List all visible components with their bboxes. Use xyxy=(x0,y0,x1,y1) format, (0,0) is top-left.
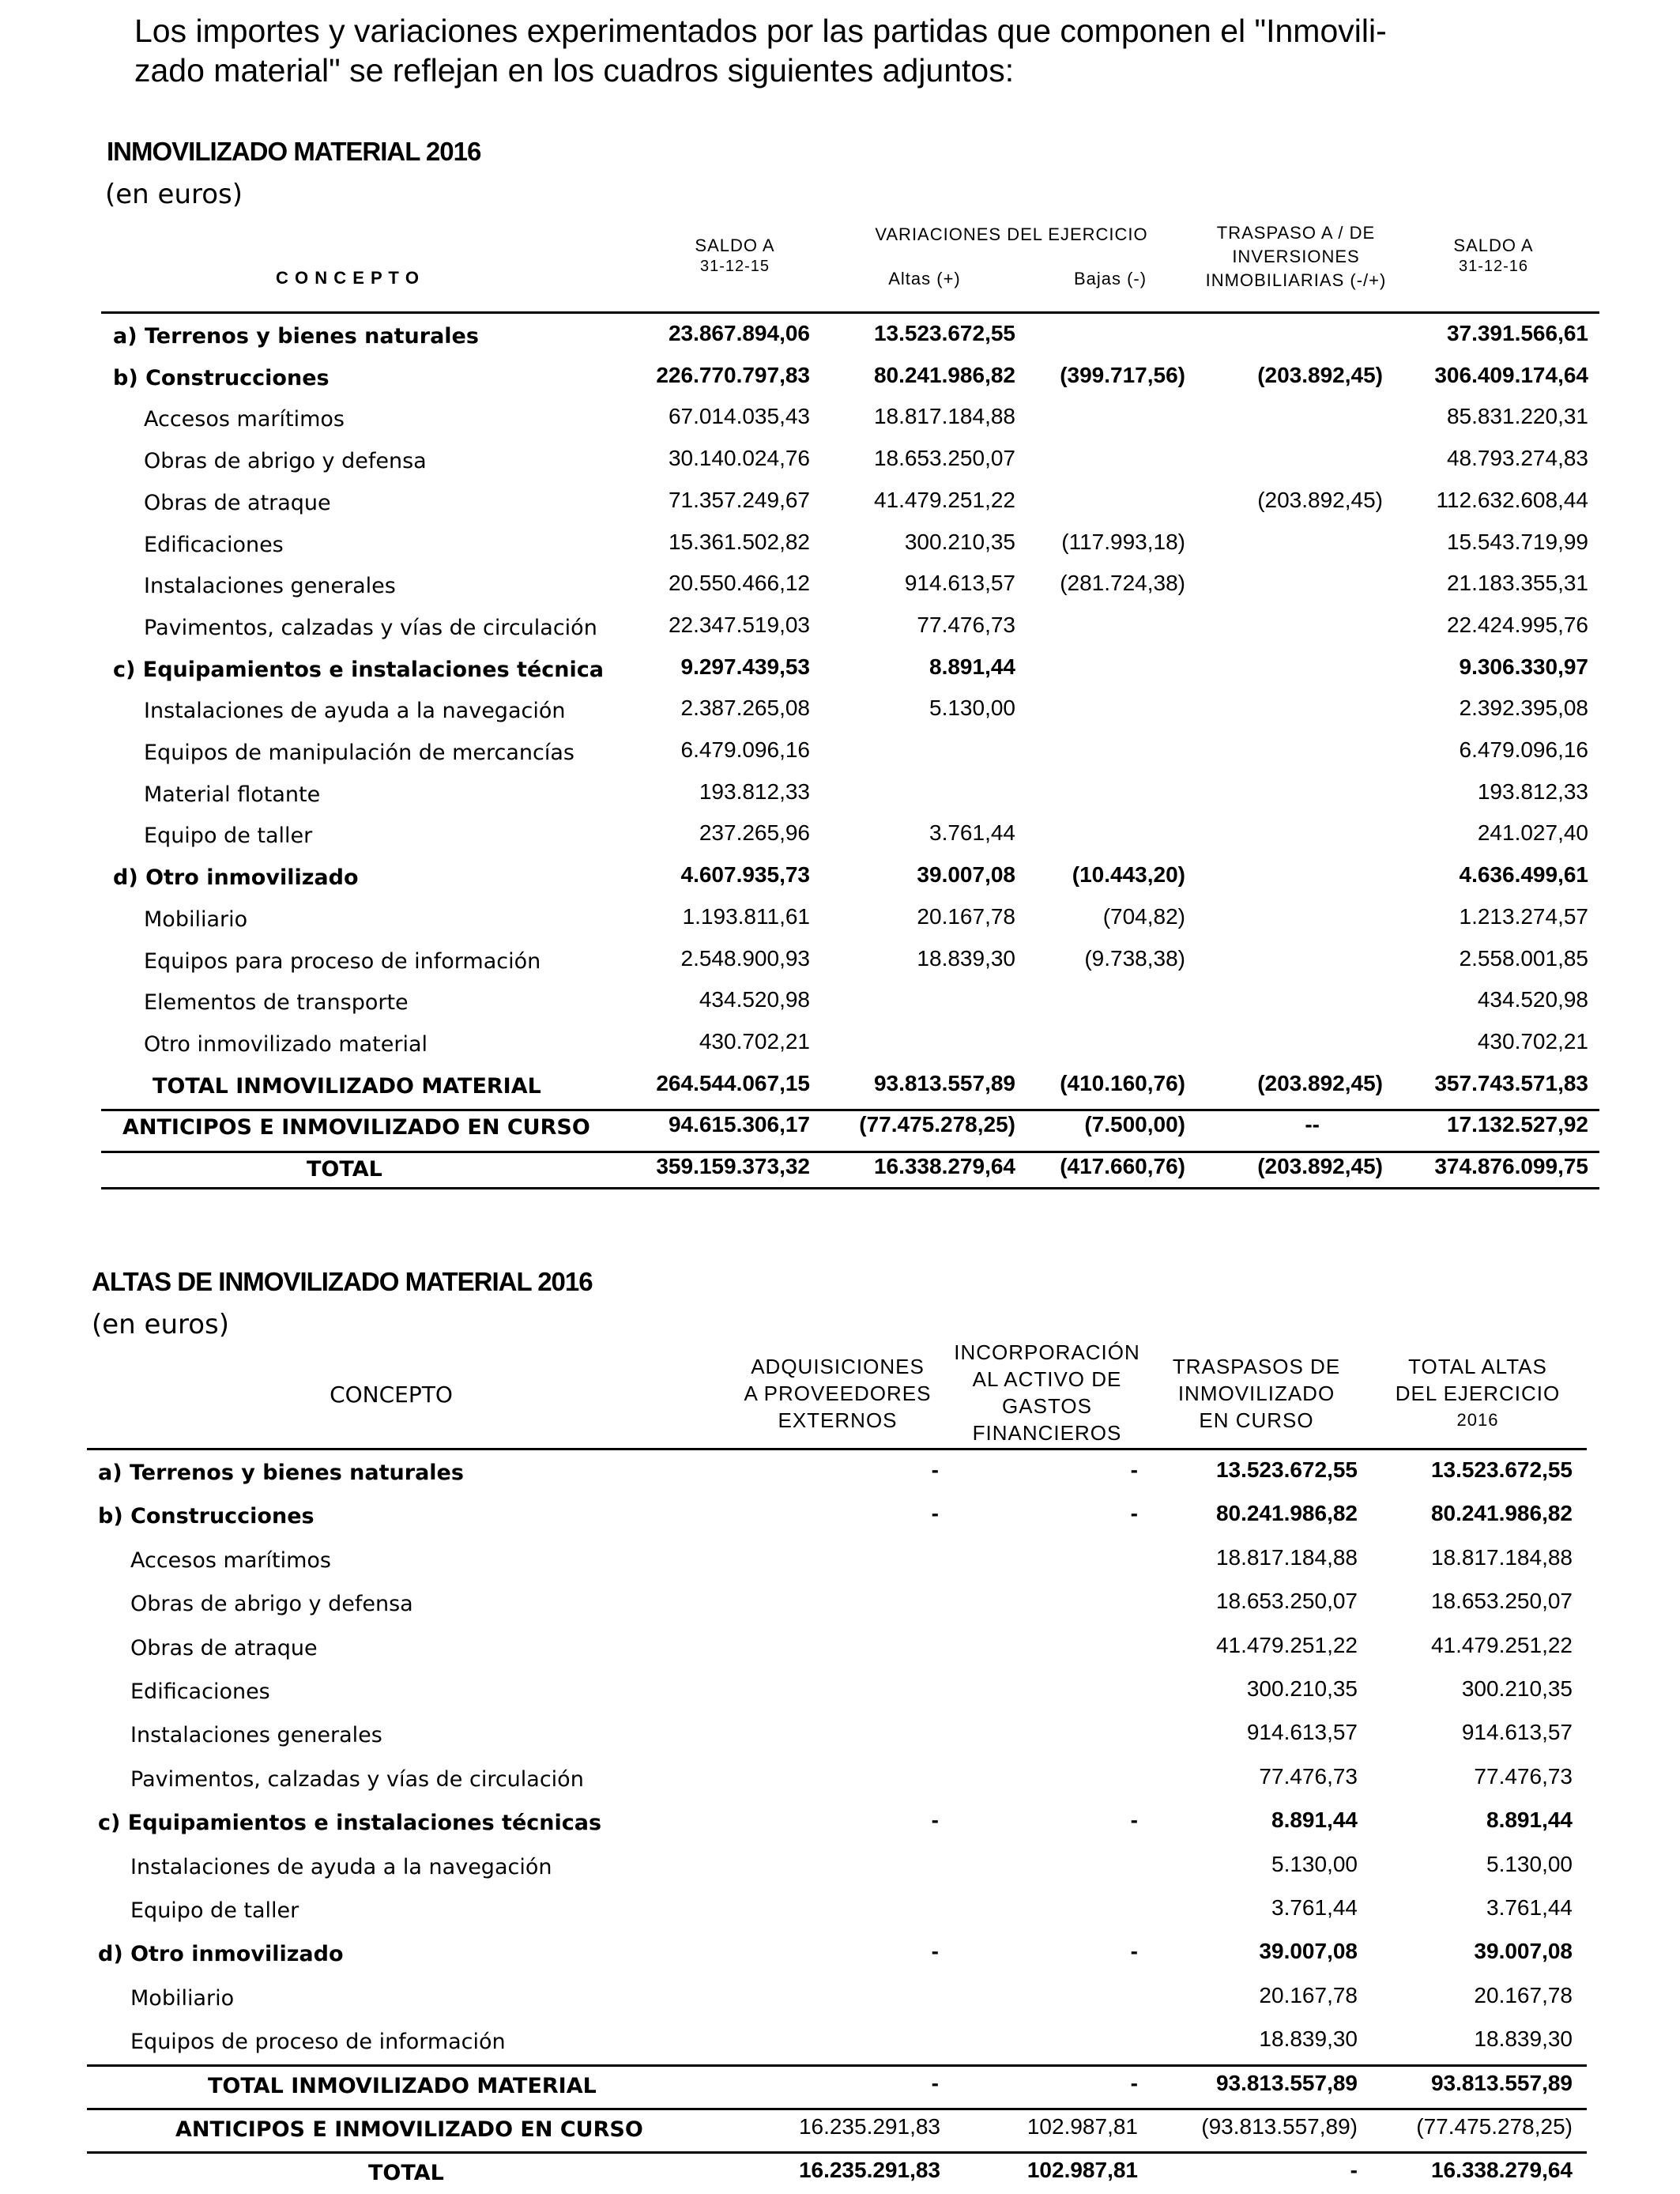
row-traspaso: (203.892,45) xyxy=(1257,1154,1383,1178)
row-concepto: Material flotante xyxy=(144,782,321,807)
table1-row xyxy=(0,1024,1680,1065)
row-concepto: Obras de atraque xyxy=(130,1635,318,1661)
row-concepto: Instalaciones generales xyxy=(144,574,396,599)
row-concepto: b) Construcciones xyxy=(98,1504,315,1529)
row-saldo15: 30.140.024,76 xyxy=(668,446,810,471)
row-bajas: (7.500,00) xyxy=(1084,1112,1185,1137)
row-concepto: Accesos marítimos xyxy=(144,407,345,432)
row-total-altas: 93.813.557,89 xyxy=(1430,2070,1573,2095)
row-saldo15: 359.159.373,32 xyxy=(656,1154,810,1178)
row-traspasos: 18.817.184,88 xyxy=(1215,1544,1358,1570)
row-bajas: (704,82) xyxy=(1102,903,1185,929)
row-concepto: Equipos de proceso de información xyxy=(130,2030,506,2055)
row-altas: 20.167,78 xyxy=(917,903,1015,929)
table1-header-saldo15 xyxy=(664,234,806,278)
table2-row xyxy=(0,2153,1680,2194)
table1-row xyxy=(0,816,1680,857)
row-total-altas: 13.523.672,55 xyxy=(1430,1457,1573,1482)
row-saldo15: 20.550.466,12 xyxy=(668,571,810,596)
row-saldo15: 1.193.811,61 xyxy=(682,903,810,929)
row-concepto: c) Equipamientos e instalaciones técnicas xyxy=(98,1811,602,1836)
table1-row xyxy=(0,525,1680,566)
row-incorporacion: - xyxy=(1130,2070,1138,2095)
row-concepto: d) Otro inmovilizado xyxy=(98,1942,344,1967)
table2-title: ALTAS DE INMOVILIZADO MATERIAL 2016 xyxy=(92,1267,593,1296)
row-concepto: Pavimentos, calzadas y vías de circulación xyxy=(144,615,597,640)
table1-row xyxy=(0,775,1680,816)
row-saldo16: 357.743.571,83 xyxy=(1434,1070,1588,1095)
row-adquisiciones: - xyxy=(931,2070,939,2095)
table2-row xyxy=(0,1847,1680,1888)
row-traspasos: 20.167,78 xyxy=(1259,1982,1358,2007)
row-saldo16: 2.558.001,85 xyxy=(1459,945,1588,971)
row-traspasos: 914.613,57 xyxy=(1246,1720,1358,1745)
row-saldo16: 434.520,98 xyxy=(1477,987,1588,1012)
row-adquisiciones: - xyxy=(931,1808,939,1833)
table2-header-incorporacion xyxy=(936,1339,1158,1446)
row-altas: 18.839,30 xyxy=(917,945,1015,971)
header-saldo15-date: 31-12-15 xyxy=(699,258,770,275)
row-saldo15: 2.387.265,08 xyxy=(680,696,810,721)
table1-row xyxy=(0,941,1680,982)
row-concepto: b) Construcciones xyxy=(113,365,330,390)
row-traspasos: 13.523.672,55 xyxy=(1215,1457,1358,1482)
table1-row xyxy=(0,608,1680,649)
table1-row xyxy=(0,1149,1680,1190)
table1-row xyxy=(0,899,1680,941)
header-inc-line2: AL ACTIVO DE xyxy=(972,1367,1122,1391)
table1-row xyxy=(0,650,1680,691)
row-saldo15: 193.812,33 xyxy=(699,778,810,804)
table1-row xyxy=(0,691,1680,732)
row-total-altas: 20.167,78 xyxy=(1474,1982,1573,2007)
table2-header-rule xyxy=(87,1448,1587,1450)
table1-header-variaciones: VARIACIONES DEL EJERCICIO xyxy=(875,224,1148,244)
header-adq-line1: ADQUISICIONES xyxy=(751,1355,925,1378)
row-total-altas: 77.476,73 xyxy=(1474,1763,1573,1789)
table2-row xyxy=(0,1803,1680,1844)
row-concepto: Equipo de taller xyxy=(144,824,313,849)
row-saldo16: 2.392.395,08 xyxy=(1459,696,1588,721)
table1-row xyxy=(0,982,1680,1023)
row-bajas: (410.160,76) xyxy=(1060,1070,1185,1095)
row-incorporacion: 102.987,81 xyxy=(1026,2114,1138,2139)
table2-row-rule xyxy=(87,2064,1587,2067)
header-inc-line1: INCORPORACIÓN xyxy=(954,1340,1140,1364)
row-altas: 93.813.557,89 xyxy=(873,1070,1015,1095)
row-altas: 13.523.672,55 xyxy=(873,321,1015,345)
header-saldo15-label: SALDO A xyxy=(695,236,775,255)
table1-row xyxy=(0,358,1680,399)
header-saldo16-date: 31-12-16 xyxy=(1458,258,1529,275)
row-concepto: Obras de abrigo y defensa xyxy=(144,449,427,474)
row-saldo15: 2.548.900,93 xyxy=(680,945,810,971)
row-total-altas: 18.839,30 xyxy=(1474,2026,1573,2052)
header-saldo16-label: SALDO A xyxy=(1453,236,1534,255)
row-saldo16: 306.409.174,64 xyxy=(1434,362,1588,387)
table2-header-concepto: CONCEPTO xyxy=(330,1382,453,1408)
row-concepto: Obras de abrigo y defensa xyxy=(130,1592,413,1617)
table1-header-traspaso xyxy=(1185,221,1407,292)
row-adquisiciones: - xyxy=(931,1939,939,1964)
row-concepto: Edificaciones xyxy=(144,532,284,557)
header-tra-line1: TRASPASOS DE xyxy=(1172,1355,1341,1378)
row-incorporacion: - xyxy=(1130,1808,1138,1833)
row-concepto: ANTICIPOS E INMOVILIZADO EN CURSO xyxy=(175,2117,643,2142)
row-concepto: Equipos de manipulación de mercancías xyxy=(144,741,574,765)
row-altas: 16.338.279,64 xyxy=(873,1154,1015,1178)
row-concepto: Equipos para proceso de información xyxy=(144,948,541,974)
row-saldo15: 9.297.439,53 xyxy=(680,654,810,679)
table2-header-adquisiciones xyxy=(727,1353,948,1434)
table1-row xyxy=(0,316,1680,357)
row-saldo16: 430.702,21 xyxy=(1477,1028,1588,1054)
table2-row xyxy=(0,2066,1680,2107)
row-bajas: (399.717,56) xyxy=(1060,362,1185,387)
row-altas: 41.479.251,22 xyxy=(873,487,1015,512)
row-saldo16: 48.793.274,83 xyxy=(1446,446,1588,471)
row-adquisiciones: 16.235.291,83 xyxy=(798,2114,940,2139)
row-saldo16: 6.479.096,16 xyxy=(1459,737,1588,762)
row-traspasos: 39.007,08 xyxy=(1259,1939,1358,1964)
table1-header-concepto: C O N C E P T O xyxy=(275,268,420,288)
table2-row xyxy=(0,1496,1680,1537)
row-concepto: Instalaciones de ayuda a la navegación xyxy=(130,1854,552,1879)
header-inc-line4: FINANCIEROS xyxy=(972,1421,1122,1445)
row-bajas: (417.660,76) xyxy=(1060,1154,1185,1178)
row-total-altas: 300.210,35 xyxy=(1461,1676,1573,1701)
row-altas: 914.613,57 xyxy=(904,571,1015,596)
row-saldo16: 241.027,40 xyxy=(1477,820,1588,846)
row-saldo15: 4.607.935,73 xyxy=(680,862,810,888)
table1-header-bajas: Bajas (-) xyxy=(1073,269,1147,288)
row-altas: 77.476,73 xyxy=(917,612,1015,637)
table2-row xyxy=(0,1584,1680,1625)
row-concepto: Pavimentos, calzadas y vías de circulación xyxy=(130,1766,584,1792)
row-saldo16: 4.636.499,61 xyxy=(1459,862,1588,888)
row-bajas: (9.738,38) xyxy=(1084,945,1185,971)
row-traspasos: 93.813.557,89 xyxy=(1215,2070,1358,2095)
row-incorporacion: - xyxy=(1130,1939,1138,1964)
table2-row xyxy=(0,1891,1680,1932)
table1-row xyxy=(0,483,1680,524)
table2-row xyxy=(0,2022,1680,2063)
row-traspasos: - xyxy=(1350,2158,1358,2183)
row-bajas: (117.993,18) xyxy=(1061,529,1185,554)
row-concepto: Obras de atraque xyxy=(144,490,331,515)
header-inc-line3: GASTOS xyxy=(1002,1394,1092,1418)
table1-subtitle: (en euros) xyxy=(105,179,243,210)
row-concepto: TOTAL INMOVILIZADO MATERIAL xyxy=(153,1073,541,1099)
row-saldo15: 67.014.035,43 xyxy=(668,404,810,429)
row-total-altas: 16.338.279,64 xyxy=(1430,2158,1573,2183)
table2-row xyxy=(0,1715,1680,1756)
row-altas: 80.241.986,82 xyxy=(873,362,1015,387)
row-traspasos: 8.891,44 xyxy=(1271,1808,1358,1833)
row-saldo16: 374.876.099,75 xyxy=(1434,1154,1588,1178)
row-altas: 39.007,08 xyxy=(917,862,1015,888)
row-total-altas: 80.241.986,82 xyxy=(1430,1501,1573,1526)
row-concepto: Elementos de transporte xyxy=(144,990,409,1016)
row-saldo16: 193.812,33 xyxy=(1477,778,1588,804)
row-total-altas: 914.613,57 xyxy=(1461,1720,1573,1745)
row-concepto: Edificaciones xyxy=(130,1679,270,1704)
table1-title: INMOVILIZADO MATERIAL 2016 xyxy=(107,137,481,166)
row-traspasos: 41.479.251,22 xyxy=(1215,1632,1358,1657)
table2-row xyxy=(0,1759,1680,1800)
row-concepto: TOTAL xyxy=(307,1157,382,1182)
row-concepto: a) Terrenos y bienes naturales xyxy=(113,324,479,349)
table1-header-saldo16 xyxy=(1422,234,1565,278)
row-saldo15: 6.479.096,16 xyxy=(680,737,810,762)
row-altas: 3.761,44 xyxy=(929,820,1015,846)
row-saldo15: 434.520,98 xyxy=(699,987,810,1012)
table2-row xyxy=(0,2109,1680,2151)
row-concepto: ANTICIPOS E INMOVILIZADO EN CURSO xyxy=(122,1115,590,1140)
table1-row-rule xyxy=(101,1109,1599,1111)
row-adquisiciones: - xyxy=(931,1457,939,1482)
row-traspaso: (203.892,45) xyxy=(1257,487,1383,512)
header-tra-line2: INMOVILIZADO xyxy=(1177,1382,1335,1405)
row-saldo15: 71.357.249,67 xyxy=(668,487,810,512)
table1-row-rule xyxy=(101,1151,1599,1153)
row-saldo16: 1.213.274,57 xyxy=(1459,903,1588,929)
row-saldo15: 22.347.519,03 xyxy=(668,612,810,637)
table2-subtitle: (en euros) xyxy=(92,1309,230,1340)
table1-row xyxy=(0,1107,1680,1148)
row-saldo16: 22.424.995,76 xyxy=(1446,612,1588,637)
table1-header-altas: Altas (+) xyxy=(888,269,961,288)
row-total-altas: (77.475.278,25) xyxy=(1416,2114,1573,2139)
row-saldo15: 94.615.306,17 xyxy=(668,1112,810,1137)
table2-row xyxy=(0,1978,1680,2019)
row-bajas: (281.724,38) xyxy=(1060,571,1185,596)
row-adquisiciones: 16.235.291,83 xyxy=(798,2158,940,2183)
header-tot-line2: DEL EJERCICIO xyxy=(1395,1382,1561,1405)
row-altas: 18.653.250,07 xyxy=(873,446,1015,471)
row-concepto: Instalaciones generales xyxy=(130,1723,382,1748)
header-traspaso-line1: TRASPASO A / DE xyxy=(1216,223,1376,243)
row-concepto: TOTAL xyxy=(368,2161,444,2186)
table1-row-rule xyxy=(101,1187,1599,1189)
row-altas: 8.891,44 xyxy=(929,654,1015,679)
row-saldo15: 226.770.797,83 xyxy=(656,362,810,387)
table2-header-total-altas xyxy=(1375,1353,1580,1434)
row-saldo16: 85.831.220,31 xyxy=(1446,404,1588,429)
table2-header-traspasos xyxy=(1154,1353,1359,1434)
row-adquisiciones: - xyxy=(931,1501,939,1526)
row-saldo15: 237.265,96 xyxy=(699,820,810,846)
table2-row xyxy=(0,1628,1680,1669)
row-concepto: Instalaciones de ayuda a la navegación xyxy=(144,699,566,724)
row-traspaso: (203.892,45) xyxy=(1257,1070,1383,1095)
table2-row-rule xyxy=(87,2151,1587,2154)
row-concepto: d) Otro inmovilizado xyxy=(113,865,359,891)
row-traspasos: 18.839,30 xyxy=(1259,2026,1358,2052)
header-tra-line3: EN CURSO xyxy=(1199,1408,1314,1432)
row-concepto: Accesos marítimos xyxy=(130,1547,331,1573)
row-saldo15: 430.702,21 xyxy=(699,1028,810,1054)
row-concepto: Mobiliario xyxy=(144,907,248,932)
row-traspasos: 5.130,00 xyxy=(1271,1851,1358,1876)
table1-row xyxy=(0,1066,1680,1107)
table2-row-rule xyxy=(87,2108,1587,2110)
table1-row xyxy=(0,858,1680,899)
row-saldo16: 9.306.330,97 xyxy=(1459,654,1588,679)
row-total-altas: 41.479.251,22 xyxy=(1430,1632,1573,1657)
row-saldo16: 17.132.527,92 xyxy=(1446,1112,1588,1137)
header-traspaso-line3: INMOBILIARIAS (-/+) xyxy=(1205,270,1387,290)
row-total-altas: 8.891,44 xyxy=(1486,1808,1573,1833)
table2-row xyxy=(0,1672,1680,1713)
row-traspasos: 80.241.986,82 xyxy=(1215,1501,1358,1526)
row-traspaso: -- xyxy=(1305,1112,1320,1137)
row-saldo15: 264.544.067,15 xyxy=(656,1070,810,1095)
table1-row xyxy=(0,441,1680,482)
row-traspasos: (93.813.557,89) xyxy=(1201,2114,1358,2139)
header-adq-line2: A PROVEEDORES xyxy=(744,1382,932,1405)
row-saldo16: 37.391.566,61 xyxy=(1446,321,1588,345)
intro-line-2: zado material" se reflejan en los cuadros siguientes adjuntos: xyxy=(134,52,1015,89)
table1-row xyxy=(0,733,1680,774)
row-total-altas: 39.007,08 xyxy=(1474,1939,1573,1964)
table2-row xyxy=(0,1453,1680,1494)
row-total-altas: 3.761,44 xyxy=(1486,1895,1573,1920)
row-altas: (77.475.278,25) xyxy=(859,1112,1015,1137)
row-traspasos: 18.653.250,07 xyxy=(1215,1589,1358,1614)
header-tot-line3: 2016 xyxy=(1456,1410,1499,1430)
intro-line-1: Los importes y variaciones experimentados por las partidas que componen el "Inmovili- xyxy=(134,13,1387,49)
row-saldo15: 15.361.502,82 xyxy=(668,529,810,554)
row-bajas: (10.443,20) xyxy=(1072,862,1185,888)
row-saldo15: 23.867.894,06 xyxy=(668,321,810,345)
row-traspasos: 300.210,35 xyxy=(1246,1676,1358,1701)
header-adq-line3: EXTERNOS xyxy=(778,1408,898,1432)
intro-paragraph xyxy=(134,11,1549,90)
row-incorporacion: - xyxy=(1130,1457,1138,1482)
row-saldo16: 21.183.355,31 xyxy=(1446,571,1588,596)
row-total-altas: 5.130,00 xyxy=(1486,1851,1573,1876)
table2-row xyxy=(0,1934,1680,1975)
row-concepto: a) Terrenos y bienes naturales xyxy=(98,1461,464,1485)
header-traspaso-line2: INVERSIONES xyxy=(1232,247,1360,266)
header-tot-line1: TOTAL ALTAS xyxy=(1408,1355,1547,1378)
row-traspasos: 3.761,44 xyxy=(1271,1895,1358,1920)
row-traspasos: 77.476,73 xyxy=(1259,1763,1358,1789)
table1-row xyxy=(0,399,1680,440)
row-total-altas: 18.817.184,88 xyxy=(1430,1544,1573,1570)
table1-header-rule xyxy=(101,311,1599,314)
row-incorporacion: - xyxy=(1130,1501,1138,1526)
row-altas: 18.817.184,88 xyxy=(873,404,1015,429)
table2-row xyxy=(0,1540,1680,1581)
row-concepto: Equipo de taller xyxy=(130,1898,299,1923)
row-concepto: TOTAL INMOVILIZADO MATERIAL xyxy=(208,2073,597,2098)
row-saldo16: 15.543.719,99 xyxy=(1446,529,1588,554)
table1-row xyxy=(0,566,1680,607)
row-altas: 300.210,35 xyxy=(904,529,1015,554)
row-total-altas: 18.653.250,07 xyxy=(1430,1589,1573,1614)
row-saldo16: 112.632.608,44 xyxy=(1436,487,1588,512)
row-concepto: c) Equipamientos e instalaciones técnica xyxy=(113,657,604,682)
row-altas: 5.130,00 xyxy=(929,696,1015,721)
row-concepto: Mobiliario xyxy=(130,1985,235,2011)
row-incorporacion: 102.987,81 xyxy=(1026,2158,1138,2183)
row-traspaso: (203.892,45) xyxy=(1257,362,1383,387)
row-concepto: Otro inmovilizado material xyxy=(144,1031,428,1057)
